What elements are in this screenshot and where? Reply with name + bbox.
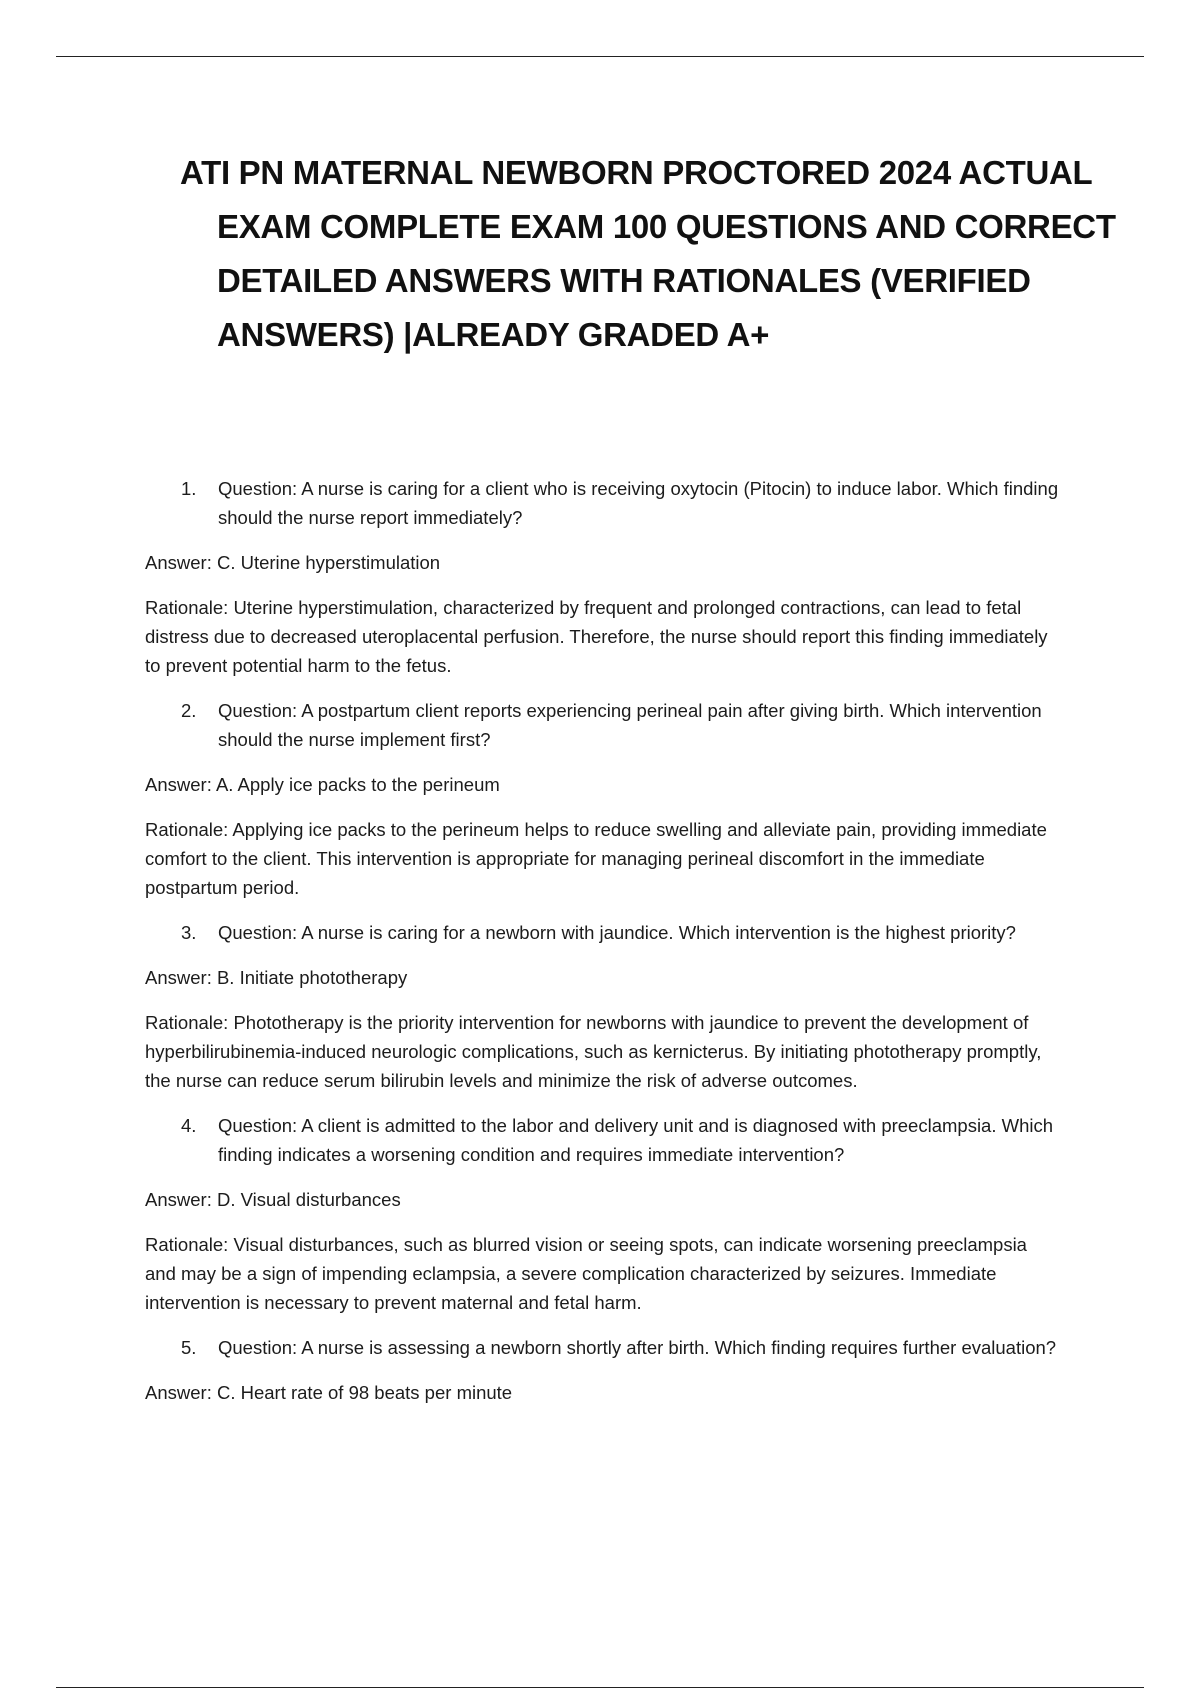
question-text: Question: A postpartum client reports experiencing perineal pain after giving birth. Which intervention should the nurse implement first? [218, 700, 1042, 750]
answer: Answer: C. Heart rate of 98 beats per minute [145, 1382, 513, 1403]
question [145, 474, 1060, 532]
answer: Answer: A. Apply ice packs to the perineum [145, 774, 500, 795]
qa-item [145, 918, 1060, 1095]
top-rule [56, 56, 1144, 57]
question-number: 1. [181, 478, 197, 499]
rationale: Rationale: Applying ice packs to the perineum helps to reduce swelling and alleviate pain, providing immediate comfort to the client. This intervention is appropriate for managing perineal discomfort in the immediate postpartum period. [145, 819, 1047, 898]
qa-item [145, 474, 1060, 680]
question-text: Question: A client is admitted to the labor and delivery unit and is diagnosed with preeclampsia. Which finding indicates a worsening condition and requires immediate intervention? [218, 1115, 1054, 1165]
question [145, 1333, 1060, 1362]
answer: Answer: D. Visual disturbances [145, 1189, 401, 1210]
question [145, 1111, 1060, 1169]
question [145, 696, 1060, 754]
question-number: 3. [181, 922, 197, 943]
question [145, 918, 1060, 947]
answer: Answer: C. Uterine hyperstimulation [145, 552, 441, 573]
bottom-rule [56, 1687, 1144, 1688]
question-text: Question: A nurse is caring for a newborn with jaundice. Which intervention is the highest priority? [218, 922, 1016, 943]
question-number: 2. [181, 700, 197, 721]
qa-item [145, 1111, 1060, 1317]
question-text: Question: A nurse is assessing a newborn shortly after birth. Which finding requires further evaluation? [218, 1337, 1057, 1358]
qa-item [145, 1333, 1060, 1407]
rationale: Rationale: Phototherapy is the priority intervention for newborns with jaundice to prevent the development of hyperbilirubinemia-induced neurologic complications, such as kernicterus. By initiating phototherapy promptly, the nurse can reduce serum bilirubin levels and minimize the risk of adverse outcomes. [145, 1012, 1042, 1091]
question-number: 4. [181, 1115, 197, 1136]
qa-item [145, 696, 1060, 902]
rationale: Rationale: Uterine hyperstimulation, characterized by frequent and prolonged contractions, can lead to fetal distress due to decreased uteroplacental perfusion. Therefore, the nurse should report this finding immediately to prevent potential harm to the fetus. [145, 597, 1048, 676]
question-number: 5. [181, 1337, 197, 1358]
question-text: Question: A nurse is caring for a client who is receiving oxytocin (Pitocin) to induce labor. Which finding should the nurse report immediately? [218, 478, 1059, 528]
document-title: ATI PN MATERNAL NEWBORN PROCTORED 2024 ACTUAL EXAM COMPLETE EXAM 100 QUESTIONS AND CORRECT DETAILED ANSWERS WITH RATIONALES (VERIFIED ANSWERS) |ALREADY GRADED A+ [180, 154, 1116, 353]
answer: Answer: B. Initiate phototherapy [145, 967, 408, 988]
rationale: Rationale: Visual disturbances, such as blurred vision or seeing spots, can indicate worsening preeclampsia and may be a sign of impending eclampsia, a severe complication characterized by seizures. Immediate intervention is necessary to prevent maternal and fetal harm. [145, 1234, 1027, 1313]
qa-list [145, 474, 1060, 1423]
